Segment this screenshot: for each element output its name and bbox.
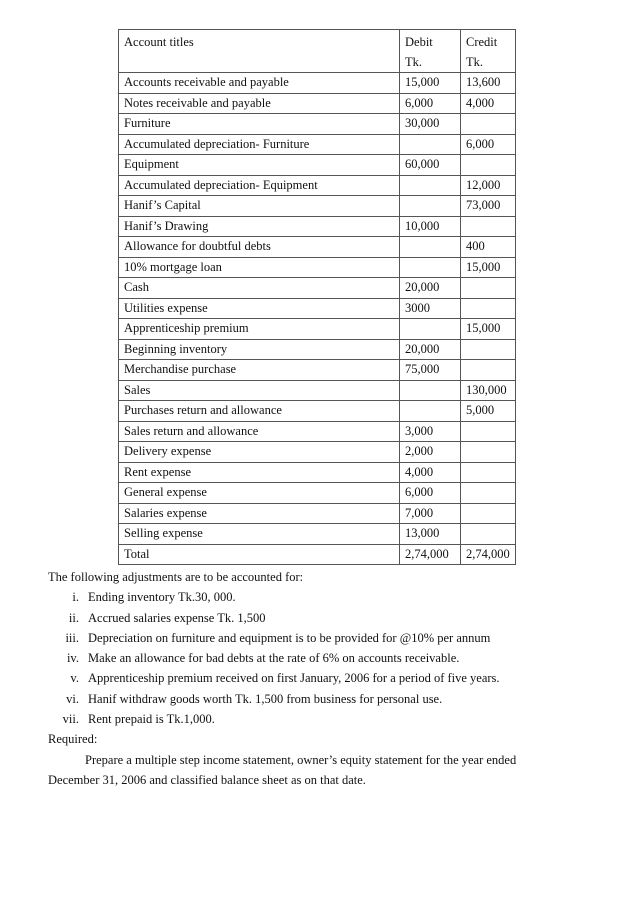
- account-cell: Hanif’s Drawing: [119, 216, 400, 237]
- required-text-line-1: Prepare a multiple step income statement, owner’s equity statement for the year ended: [85, 752, 517, 767]
- table-row: [119, 298, 516, 319]
- list-item: [48, 668, 608, 688]
- credit-cell: [461, 462, 516, 483]
- debit-cell: 7,000: [400, 503, 461, 524]
- credit-cell: 130,000: [461, 380, 516, 401]
- header-account-titles: Account titles: [119, 30, 400, 73]
- account-cell: Purchases return and allowance: [119, 401, 400, 422]
- credit-cell: [461, 421, 516, 442]
- table-row: [119, 114, 516, 135]
- total-credit: 2,74,000: [461, 544, 516, 565]
- item-text: Ending inventory Tk.30, 000.: [88, 590, 236, 605]
- account-cell: General expense: [119, 483, 400, 504]
- account-cell: Allowance for doubtful debts: [119, 237, 400, 258]
- account-cell: Equipment: [119, 155, 400, 176]
- table-row: [119, 216, 516, 237]
- credit-cell: [461, 114, 516, 135]
- table-row: [119, 155, 516, 176]
- account-cell: Apprenticeship premium: [119, 319, 400, 340]
- required-label: Required:: [48, 732, 98, 747]
- item-number: v.: [70, 671, 79, 686]
- table-row: [119, 483, 516, 504]
- account-cell: Rent expense: [119, 462, 400, 483]
- account-cell: Beginning inventory: [119, 339, 400, 360]
- debit-cell: [400, 319, 461, 340]
- account-cell: 10% mortgage loan: [119, 257, 400, 278]
- table-row: [119, 134, 516, 155]
- total-debit: 2,74,000: [400, 544, 461, 565]
- account-cell: Merchandise purchase: [119, 360, 400, 381]
- credit-cell: 15,000: [461, 319, 516, 340]
- credit-cell: 5,000: [461, 401, 516, 422]
- account-cell: Accumulated depreciation- Equipment: [119, 175, 400, 196]
- item-number: ii.: [68, 610, 79, 625]
- list-item: [48, 587, 608, 607]
- trial-balance-table: [118, 29, 516, 565]
- item-text: Hanif withdraw goods worth Tk. 1,500 from business for personal use.: [88, 691, 443, 706]
- adjustments-intro: The following adjustments are to be accounted for:: [48, 570, 304, 584]
- debit-cell: [400, 237, 461, 258]
- header-debit: Debit Tk.: [400, 30, 461, 73]
- total-label: Total: [119, 544, 400, 565]
- item-text: Rent prepaid is Tk.1,000.: [88, 712, 215, 727]
- table-row: [119, 401, 516, 422]
- credit-cell: 6,000: [461, 134, 516, 155]
- credit-cell: [461, 442, 516, 463]
- credit-cell: [461, 216, 516, 237]
- table-row: [119, 442, 516, 463]
- debit-cell: 3,000: [400, 421, 461, 442]
- account-cell: Selling expense: [119, 524, 400, 545]
- credit-cell: [461, 503, 516, 524]
- item-number: vi.: [66, 691, 79, 706]
- list-item: [48, 648, 608, 668]
- credit-cell: [461, 524, 516, 545]
- debit-cell: [400, 257, 461, 278]
- item-number: i.: [72, 590, 79, 605]
- list-item: [48, 628, 608, 648]
- debit-cell: 2,000: [400, 442, 461, 463]
- item-number: vii.: [62, 712, 79, 727]
- table-row: [119, 93, 516, 114]
- credit-cell: 15,000: [461, 257, 516, 278]
- header-credit: Credit Tk.: [461, 30, 516, 73]
- table-row: [119, 319, 516, 340]
- debit-cell: 20,000: [400, 339, 461, 360]
- list-item: [48, 709, 608, 729]
- debit-cell: 13,000: [400, 524, 461, 545]
- account-cell: Hanif’s Capital: [119, 196, 400, 217]
- account-cell: Furniture: [119, 114, 400, 135]
- debit-cell: 20,000: [400, 278, 461, 299]
- debit-cell: 15,000: [400, 73, 461, 94]
- table-row: [119, 380, 516, 401]
- debit-cell: 6,000: [400, 483, 461, 504]
- account-cell: Cash: [119, 278, 400, 299]
- credit-cell: 4,000: [461, 93, 516, 114]
- item-text: Apprenticeship premium received on first January, 2006 for a period of five years.: [88, 671, 500, 686]
- credit-cell: 73,000: [461, 196, 516, 217]
- credit-cell: 12,000: [461, 175, 516, 196]
- debit-cell: 60,000: [400, 155, 461, 176]
- required-text-line-2: December 31, 2006 and classified balance sheet as on that date.: [48, 772, 366, 787]
- debit-cell: 75,000: [400, 360, 461, 381]
- account-cell: Delivery expense: [119, 442, 400, 463]
- list-item: [48, 608, 608, 628]
- debit-cell: 30,000: [400, 114, 461, 135]
- table-row: [119, 257, 516, 278]
- debit-cell: [400, 134, 461, 155]
- account-cell: Accounts receivable and payable: [119, 73, 400, 94]
- debit-cell: 3000: [400, 298, 461, 319]
- item-text: Make an allowance for bad debts at the rate of 6% on accounts receivable.: [88, 651, 460, 666]
- account-cell: Utilities expense: [119, 298, 400, 319]
- table-row: [119, 421, 516, 442]
- debit-cell: 6,000: [400, 93, 461, 114]
- item-text: Accrued salaries expense Tk. 1,500: [88, 610, 266, 625]
- account-cell: Accumulated depreciation- Furniture: [119, 134, 400, 155]
- table-row: [119, 503, 516, 524]
- account-cell: Sales return and allowance: [119, 421, 400, 442]
- account-cell: Salaries expense: [119, 503, 400, 524]
- credit-cell: 13,600: [461, 73, 516, 94]
- table-row: [119, 237, 516, 258]
- table-header-row: [119, 30, 516, 73]
- credit-cell: [461, 483, 516, 504]
- item-number: iv.: [66, 651, 79, 666]
- account-cell: Notes receivable and payable: [119, 93, 400, 114]
- debit-cell: [400, 196, 461, 217]
- item-number: iii.: [65, 630, 79, 645]
- item-text: Depreciation on furniture and equipment is to be provided for @10% per annum: [88, 630, 491, 645]
- table-row: [119, 339, 516, 360]
- credit-cell: [461, 155, 516, 176]
- table-row: [119, 278, 516, 299]
- credit-cell: 400: [461, 237, 516, 258]
- debit-cell: [400, 380, 461, 401]
- credit-cell: [461, 278, 516, 299]
- credit-cell: [461, 360, 516, 381]
- table-row: [119, 360, 516, 381]
- debit-cell: [400, 401, 461, 422]
- table-total-row: [119, 544, 516, 565]
- table-row: [119, 73, 516, 94]
- table-row: [119, 524, 516, 545]
- list-item: [48, 689, 608, 709]
- debit-cell: 10,000: [400, 216, 461, 237]
- account-cell: Sales: [119, 380, 400, 401]
- table-row: [119, 462, 516, 483]
- debit-cell: [400, 175, 461, 196]
- table-row: [119, 196, 516, 217]
- credit-cell: [461, 339, 516, 360]
- adjustments-section: [48, 567, 608, 790]
- table-row: [119, 175, 516, 196]
- credit-cell: [461, 298, 516, 319]
- debit-cell: 4,000: [400, 462, 461, 483]
